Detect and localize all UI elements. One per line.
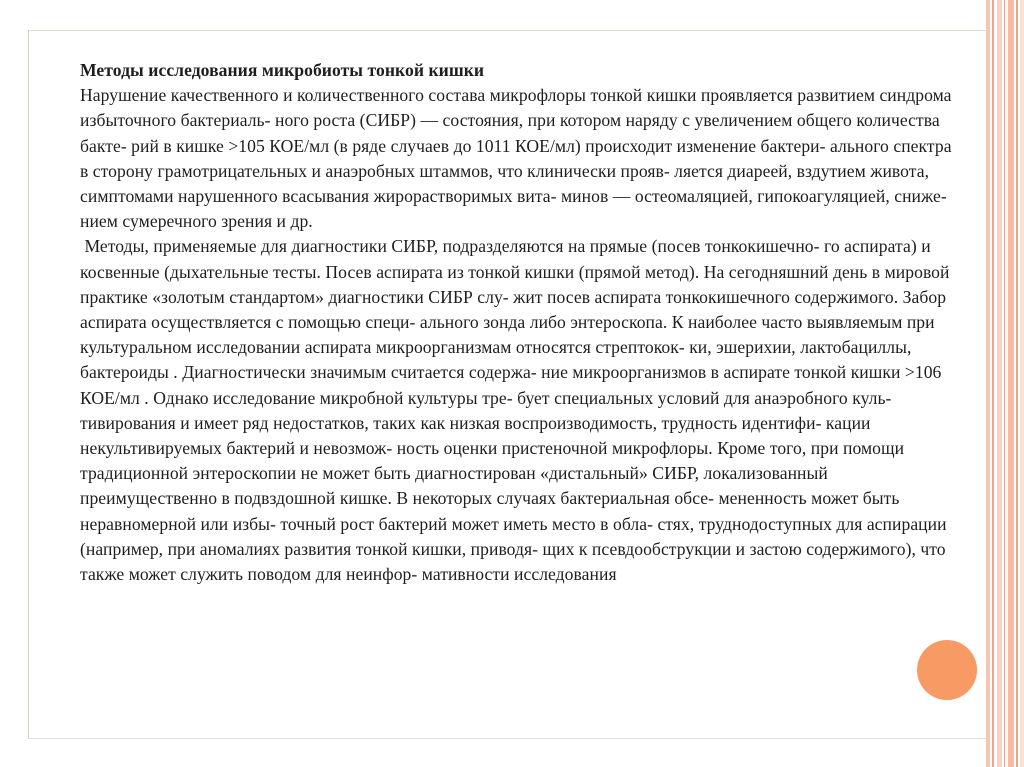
- frame-top-border: [28, 30, 988, 31]
- stripe: [986, 0, 990, 767]
- frame-left-border: [28, 30, 29, 738]
- stripe: [997, 0, 1002, 767]
- decorative-circle: [917, 640, 977, 700]
- stripe: [1020, 0, 1024, 767]
- slide-content: [80, 58, 958, 587]
- stripe: [1008, 0, 1014, 767]
- paragraph-diagnostic-methods: Методы, применяемые для диагностики СИБР, подразделяются на прямые (посев тонкокишечно- го аспирата) и косвенные (дыхательные тесты. Посев аспирата из тонкой кишки (прямой метод). На сегодняшний день в мировой практике «золотым стандартом» диагностики СИБР слу- жит посев аспирата тонкокишечного содержимого. Забор аспирата осуществляется с помощью специ- ального зонда либо энтероскопа. К наиболее часто выявляемым при культуральном исследовании аспирата микроорганизмам относятся стрептокок- ки, эшерихии, лактобациллы, бактероиды . Диагностически значимым считается содержа- ние микроорганизмов в аспирате тонкой кишки >106 КОЕ/мл . Однако исследование микробной культуры тре- бует специальных условий для анаэробного куль- тивирования и имеет ряд недостатков, таких как низкая воспроизводимость, трудность идентифи- кации некультивируемых бактерий и невозмож- ность оценки пристеночной микрофлоры. Кроме того, при помощи традиционной энтероскопии не может быть диагностирован «дистальный» СИБР, локализованный преимущественно в подвздошной кишке. В некоторых случаях бактериальная обсе- мененность может быть неравномерной или избы- точный рост бактерий может иметь место в обла- стях, труднодоступных для аспирации (например, при аномалиях развития тонкой кишки, приводя- щих к псевдообструкции и застою содержимого), что также может служить поводом для неинфор- мативности исследования: [80, 236, 954, 585]
- slide-heading: Методы исследования микробиоты тонкой кишки: [80, 60, 485, 80]
- stripe: [1004, 0, 1005, 767]
- decorative-stripes: [986, 0, 1024, 767]
- stripe: [1016, 0, 1018, 767]
- stripe: [992, 0, 994, 767]
- paragraph-sibr-definition: Нарушение качественного и количественного состава микрофлоры тонкой кишки проявляется развитием синдрома избыточного бактериаль- ного роста (СИБР) — состояния, при котором наряду с увеличением общего количества бакте- рий в кишке >105 КОЕ/мл (в ряде случаев до 1011 КОЕ/мл) происходит изменение бактери- ального спектра в сторону грамотрицательных и анаэробных штаммов, что клинически прояв- ляется диареей, вздутием живота, симптомами нарушенного всасывания жирорастворимых вита- минов — остеомаляцией, гипокоагуляцией, сниже- нием сумеречного зрения и др.: [80, 85, 952, 232]
- frame-bottom-border: [28, 738, 988, 739]
